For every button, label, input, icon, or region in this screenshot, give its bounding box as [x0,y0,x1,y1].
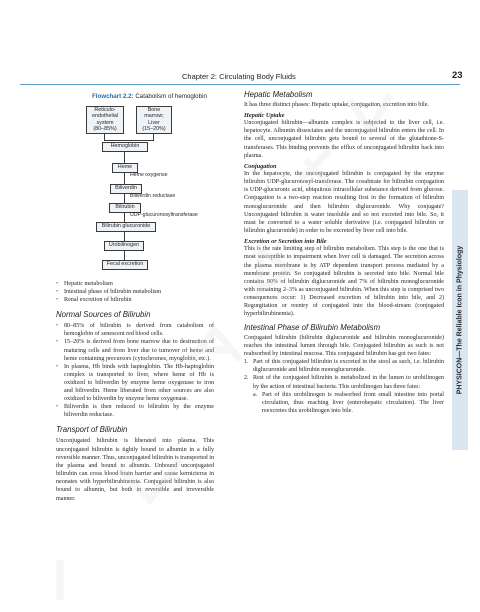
source-box-marrow: Bone marrow; Liver (15–20%) [136,106,172,134]
subfates-list [244,391,444,415]
paragraph: This is the rate limiting step of bilirubin metabolism. This step is the one that is most susceptible to impairment when liver cell is damaged. The secretion across the plasma membrane is by ATP dependent transport process mediated by a membrane protein. So conjugated bilirubin is secreted into bile. Normal bile contains 90% of bilirubin diglucuronide and 7% of bilirubin monoglucuronide with remaining 2–3% as unconjugated bilirubin. When this step is comprised two consequences occur: 1) Decreased excretion of bilirubin into bile, and 2) Regurgitation or reentry of conjugated into the blood-stream (conjugated hyperbilirubinemia). [244,246,444,318]
subsection-heading: Hepatic Uptake [244,112,285,120]
list-item: • Hepatic metabolism [56,280,214,288]
list-item: • 80–85% of bilirubin is derived from catabolism of hemoglobin of senescent red blood cells. [56,322,214,338]
connector-line [124,250,125,260]
list-letter: a. [253,391,258,398]
chapter-title: Chapter 2: Circulating Body Fluids [182,72,296,81]
list-item [244,391,444,415]
node-fecal-excretion: Fecal excretion [102,260,148,270]
connector-line [124,212,125,222]
connector-line [124,172,125,184]
paragraph: It has three distinct phases: Hepatic uptake, conjugation, excretion into bile. [244,102,429,108]
node-bilirubin-glucuronide: Bilirubin glucuronide [96,222,156,232]
side-tab-text: PHYSICON—The Reliable Icon in Physiology [456,245,464,395]
node-heme: Heme [112,163,138,173]
normal-sources-list [56,322,214,419]
enzyme-heme-oxygenase: Heme oxygense [130,172,168,178]
flowchart-label: Flowchart 2.2: [92,93,134,100]
right-column [244,90,444,415]
section-heading: Normal Sources of Bilirubin [56,310,151,320]
connector-line [124,193,125,203]
connector-line [124,151,125,163]
node-hemoglobin: Hemoglobin [102,142,148,152]
list-item: • Biliverdin is then reduced to bilirubin by the enzyme biliverdin reductase. [56,403,214,419]
connector-line [124,231,125,241]
paragraph: Unconjugated bilirubin is liberated into plasma. This unconjugated bilirubin is tightly bound to albumin in a fully reversible manner. Thus, unconjugated bilirubin is transported in the plasma and bound to albumin. Unbound unconjugated bilirubin can cross blood brain barrier and cause kernicterus in neonates with hyperbilirubinemia. Conjugated bilirubin is also bound to albumin, but both in reversible and irreversible manner. [56,438,214,502]
list-text: Part of this conjugated bilirubin is excreted in the stool as such, i.e. bilirubin diglucuronide and bilirubin monoglucuronide. [253,359,444,374]
list-text: Part of this urobilinogen is reabsorbed from small intestine into portal circulation, thus reaching liver (enterohepatic circulation). The liver reexcretes this urobilinogen into bile. [262,391,444,414]
list-item: • In plasma, Hb binds with haptoglobin. The Hb-haptoglobin complex is transported to liver, where heme of Hb is oxidized to biliverdin by enzyme heme oxygenase to iron and biliverdin. Heme liberated from other sources are also oxidized to biliverdin by enzyme heme oxygenase. [56,363,214,403]
connector-line [153,133,154,140]
connector-line [104,140,154,141]
list-item: • Intestinal phase of bilirubin metabolism [56,288,214,296]
node-urobilinogen: Urobilinogen [104,241,144,251]
node-bilirubin: Bilirubin [109,203,141,213]
flowchart-caption [92,93,207,100]
fates-list [244,358,444,391]
list-item [244,358,444,374]
summary-list [56,280,214,304]
subsection-heading: Conjugation [244,162,277,170]
left-column [56,280,214,503]
paragraph: Conjugated bilirubin (bilirubin diglucuronide and bilirubin monoglucuronide) reaches the intestinal lumen through bile. Conjugated bilirubin as such is not reabsorbed by intestinal mucosa. This conjugated bilirubin has got two fates: [244,334,444,357]
enzyme-biliverdin-reductase: Biliverdin reductase [130,193,176,199]
list-item [244,374,444,390]
section-heading: Hepatic Metabolism [244,90,313,99]
paragraph: Unconjugated bilirubin—albumin complex is subjected to the liver cell, i.e. hepatocyte. Albumin dissociates and the unconjugated bilirubin enters the cell. In the cell, unconjugated bilirubin gets bound to several of the glutathione-S-transferases. This binding prevents the efflux of unconjugated bilirubin back into plasma. [244,120,444,159]
node-biliverdin: Biliverdin [110,184,142,194]
source-box-res: Reticulo- endothelial system (80–85%) [86,106,124,134]
list-item: • Renal excretion of bilirubin [56,296,214,304]
paragraph: In the hepatocyte, the unconjugated bilirubin is conjugated by the enzyme bilirubin UDP-glucuronosyl-transferase. The cosubtrate for bilirubin conjugation is UDP-glucuronic acid, ubiquitous intracellular substance derived from glucose. Conjugation is a two-step reaction resulting first in the formation of bilirubin monoglucuronide and then bilirubin diglucuronide. Why conjugate? Unconjugated bilirubin is water insoluble and so not excreted into bile. So, it must be converted to a water soluble derivative (i.e. conjugated bilirubin or bilirubin glucuronide) in order to be excreted by liver cell into bile. [244,170,444,235]
enzyme-udp-glucuronosyltransferase: UDP-glucuronosyltransferase [130,212,198,218]
section-heading: Transport of Bilirubin [56,425,128,435]
subsection-heading: Excretion or Secretion into Bile [244,238,327,246]
list-item: • 15–20% is derived from bone marrow due to destruction of maturing cells and from liver due to turnover of heme and heme containing precursors (cytochromes, myoglobin, etc.). [56,338,214,362]
connector-line [104,133,105,140]
page-number: 23 [452,70,463,81]
list-number: 2. [244,375,249,382]
header-rule [20,84,460,85]
page-header [0,0,480,90]
list-text: Rest of the conjugated bilirubin is metabolized in the lumen to urobilinogen by the action of intestinal bacteria. This urobilinogen has three fates: [253,375,444,390]
flowchart-title: Catabolism of hemoglobin [135,93,207,100]
list-number: 1. [244,359,249,366]
section-heading: Intestinal Phase of Bilirubin Metabolism [244,322,381,332]
hemoglobin-catabolism-flowchart [60,100,230,278]
